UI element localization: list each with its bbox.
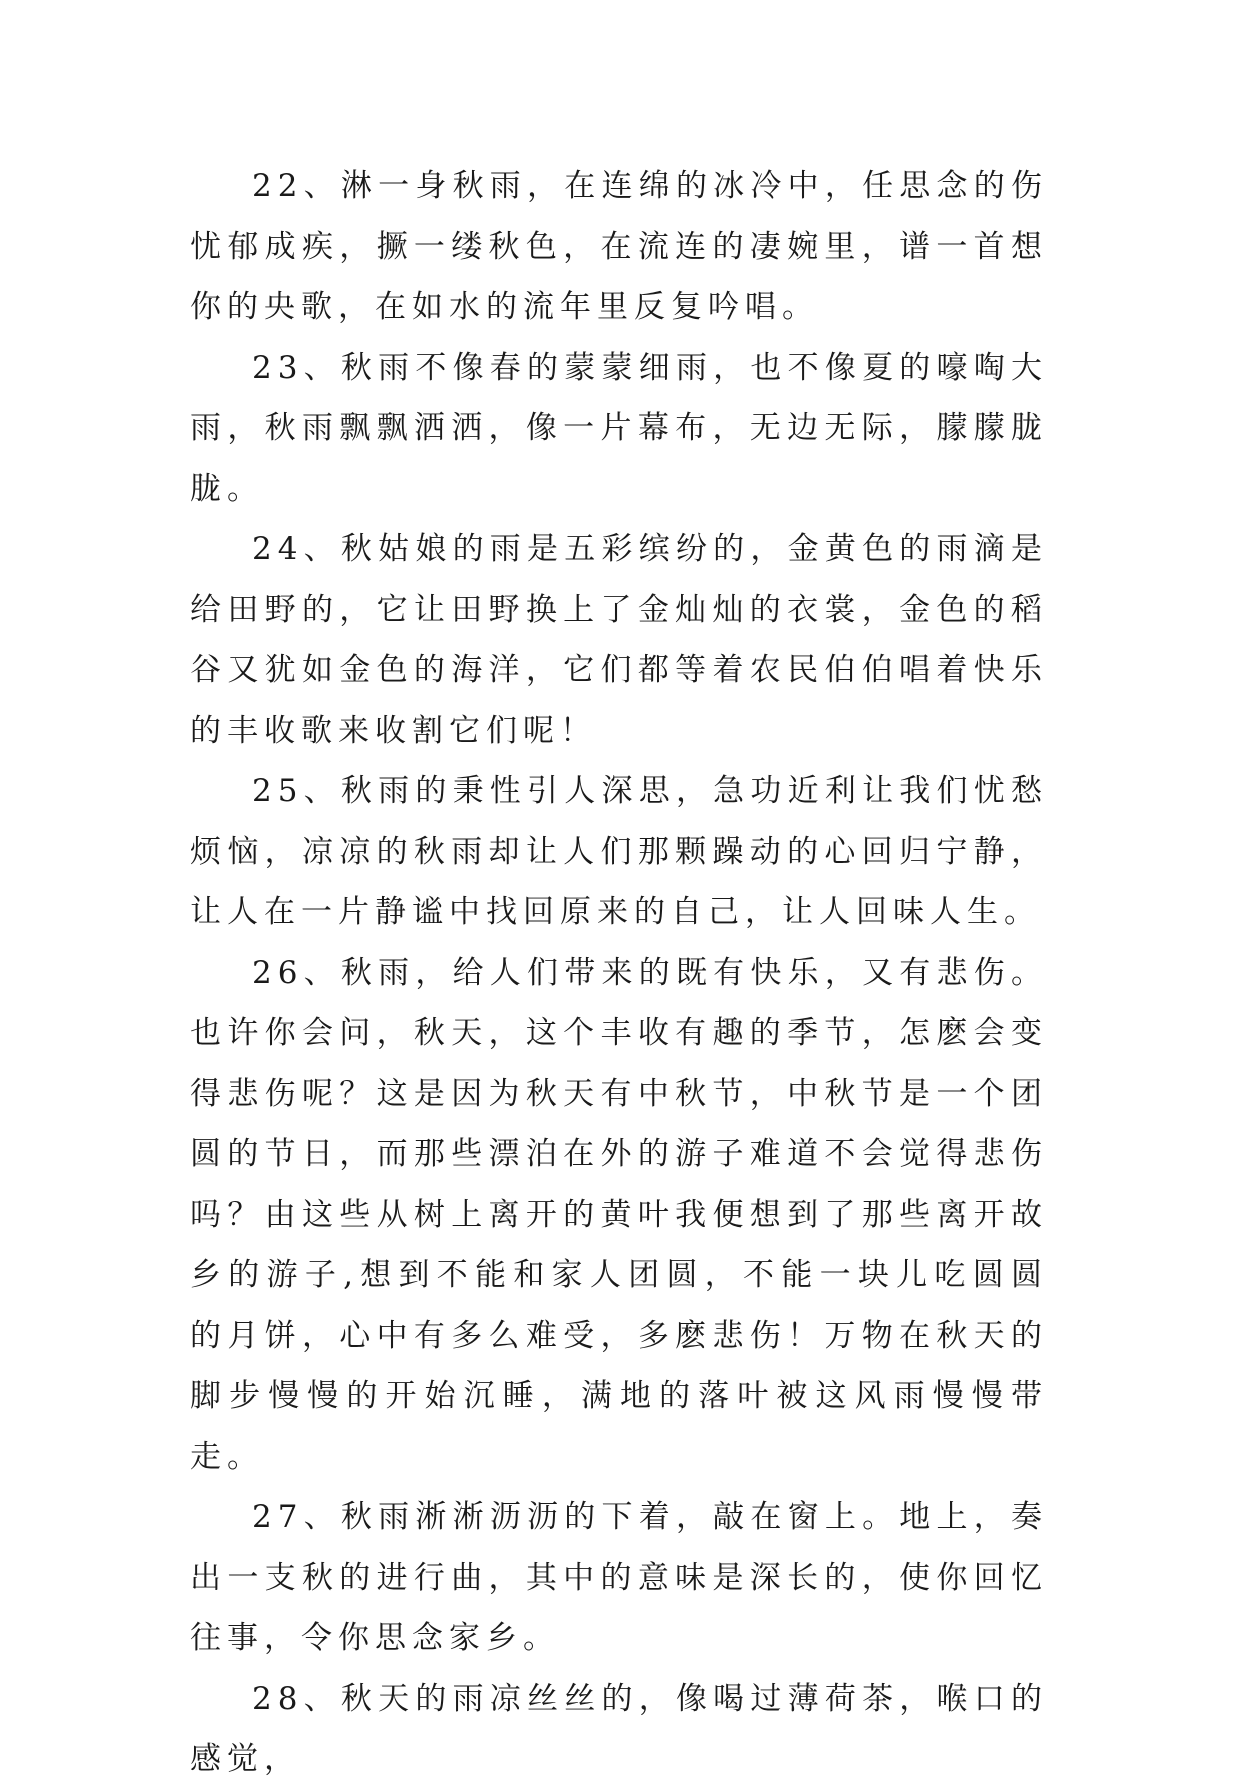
paragraph-25: 25、秋雨的秉性引人深思，急功近利让我们忧愁烦恼，凉凉的秋雨却让人们那颗躁动的心回归宁静，让人在一片静谧中找回原来的自己，让人回味人生。 bbox=[190, 773, 1048, 930]
paragraph-24: 24、秋姑娘的雨是五彩缤纷的，金黄色的雨滴是给田野的，它让田野换上了金灿灿的衣裳，金色的稻谷又犹如金色的海洋，它们都等着农民伯伯唱着快乐的丰收歌来收割它们呢！ bbox=[190, 531, 1048, 749]
paragraph-27: 27、秋雨淅淅沥沥的下着，敲在窗上。地上，奏出一支秋的进行曲，其中的意味是深长的，使你回忆往事，令你思念家乡。 bbox=[190, 1499, 1048, 1656]
paragraph-28: 28、秋天的雨凉丝丝的，像喝过薄荷茶，喉口的感觉， bbox=[190, 1680, 1048, 1777]
paragraph-22: 22、淋一身秋雨，在连绵的冰冷中，任思念的伤忧郁成疾，撅一缕秋色，在流连的凄婉里，谱一首想你的央歌，在如水的流年里反复吟唱。 bbox=[190, 168, 1048, 325]
paragraph-23: 23、秋雨不像春的蒙蒙细雨，也不像夏的嚎啕大雨，秋雨飘飘洒洒，像一片幕布，无边无际，朦朦胧胧。 bbox=[190, 349, 1048, 507]
document-body bbox=[190, 156, 1048, 1790]
paragraph-26: 26、秋雨，给人们带来的既有快乐，又有悲伤。也许你会问，秋天，这个丰收有趣的季节，怎麽会变得悲伤呢？这是因为秋天有中秋节，中秋节是一个团圆的节日，而那些漂泊在外的游子难道不会觉得悲伤吗？由这些从树上离开的黄叶我便想到了那些离开故乡的游子,想到不能和家人团圆，不能一块儿吃圆圆的月饼，心中有多么难受，多麽悲伤！万物在秋天的脚步慢慢的开始沉睡，满地的落叶被这风雨慢慢带走。 bbox=[190, 954, 1048, 1475]
